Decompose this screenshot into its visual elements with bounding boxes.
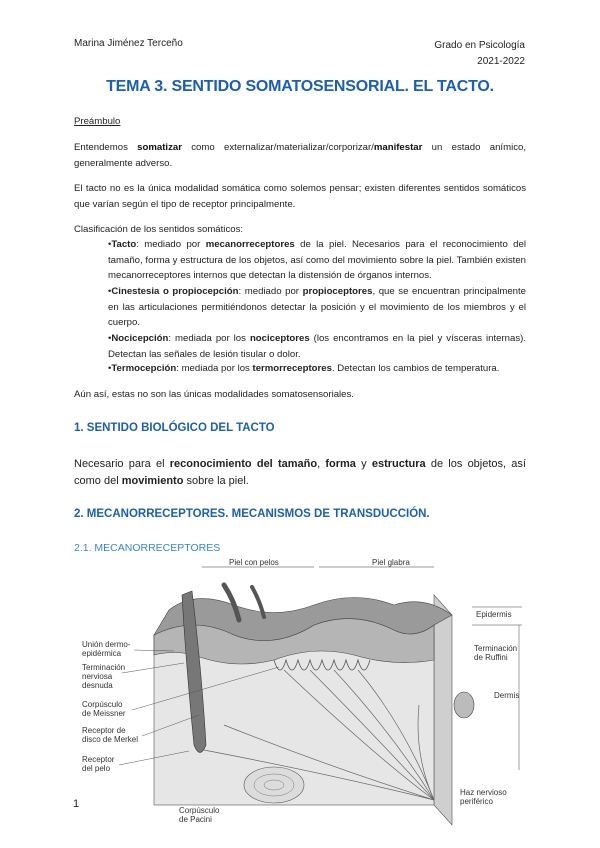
page-title: TEMA 3. SENTIDO SOMATOSENSORIAL. EL TACTO. [106,78,494,95]
section-2-1-heading: 2.1. MECANORRECEPTORES [74,542,221,554]
svg-text:disco de Merkel: disco de Merkel [82,735,139,744]
svg-text:de Meissner: de Meissner [82,709,126,718]
preamble-paragraph-2: El tacto no es la única modalidad somática como solemos pensar; existen diferentes sentidos somáticos que varían según el tipo de receptor principalmente. [74,183,526,210]
skin-block-side [434,595,452,825]
svg-text:Epidermis: Epidermis [476,610,512,619]
ruffini-ending [454,692,474,718]
svg-text:Receptor: Receptor [82,755,115,764]
svg-text:de Ruffini: de Ruffini [474,653,508,662]
svg-text:Corpúsculo: Corpúsculo [82,700,123,709]
preamble-paragraph-1: Entendemos somatizar como externalizar/materializar/corporizar/manifestar un estado anímico, generalmente adverso. [74,142,526,169]
skin-receptors-figure [74,555,526,845]
header-degree: Grado en Psicología [434,40,525,51]
list-item-termocepcion: •Termocepción: mediada por los termorreceptores. Detectan los cambios de temperatura. [108,363,500,374]
header-author: Marina Jiménez Terceño [74,38,183,49]
svg-text:Terminación: Terminación [82,663,126,672]
svg-text:Unión dermo-: Unión dermo- [82,640,131,649]
svg-text:desnuda: desnuda [82,681,113,690]
left-labels [82,640,138,773]
section-2-heading: 2. MECANORRECEPTORES. MECANISMOS DE TRANSDUCCIÓN. [74,508,430,520]
label-pacini-1: Corpúsculo [179,806,220,815]
svg-text:Dermis: Dermis [494,691,520,700]
svg-text:del pelo: del pelo [82,764,111,773]
svg-text:Terminación: Terminación [474,644,518,653]
classification-intro: Clasificación de los sentidos somáticos: [74,224,244,235]
preamble-closing: Aún así, estas no son las únicas modalidades somatosensoriales. [74,389,354,400]
section-1-heading: 1. SENTIDO BIOLÓGICO DEL TACTO [74,422,275,434]
list-item-tacto: •Tacto: mediado por mecanorreceptores de la piel. Necesarios para el reconocimiento del tamaño, forma y estructura de los objetos, así como del movimiento sobre la piel. También existen mecanorreceptores internos que detectan la distensión de órganos internos. [108,239,526,281]
page-number: 1 [73,798,80,810]
pacini-corpuscle [244,767,304,803]
svg-text:Haz nervioso: Haz nervioso [460,788,507,797]
list-item-cinestesia: •Cinestesia o propiocepción: mediado por propioceptores, que se encuentran principalmente en las articulaciones permitiéndonos detectar la posición y el movimiento de los miembros y el cuerpo. [108,286,526,328]
svg-text:Receptor de: Receptor de [82,726,126,735]
svg-text:periférico: periférico [460,797,493,806]
label-piel-con-pelos: Piel con pelos [229,558,279,567]
svg-text:nerviosa: nerviosa [82,672,113,681]
section-1-paragraph: Necesario para el reconocimiento del tamaño, forma y estructura de los objetos, así como del movimiento sobre la piel. [74,458,526,487]
header-info [434,38,525,70]
preamble-heading: Preámbulo [74,116,121,127]
header-year: 2021-2022 [477,56,525,67]
svg-text:epidérmica: epidérmica [82,649,122,658]
label-pacini-2: de Pacini [179,815,212,824]
label-piel-glabra: Piel glabra [372,558,410,567]
list-item-nocicepcion: •Nocicepción: mediada por los nociceptores (los encontramos en la piel y vísceras internas). Detectan las señales de lesión tisular o dolor. [108,333,526,360]
